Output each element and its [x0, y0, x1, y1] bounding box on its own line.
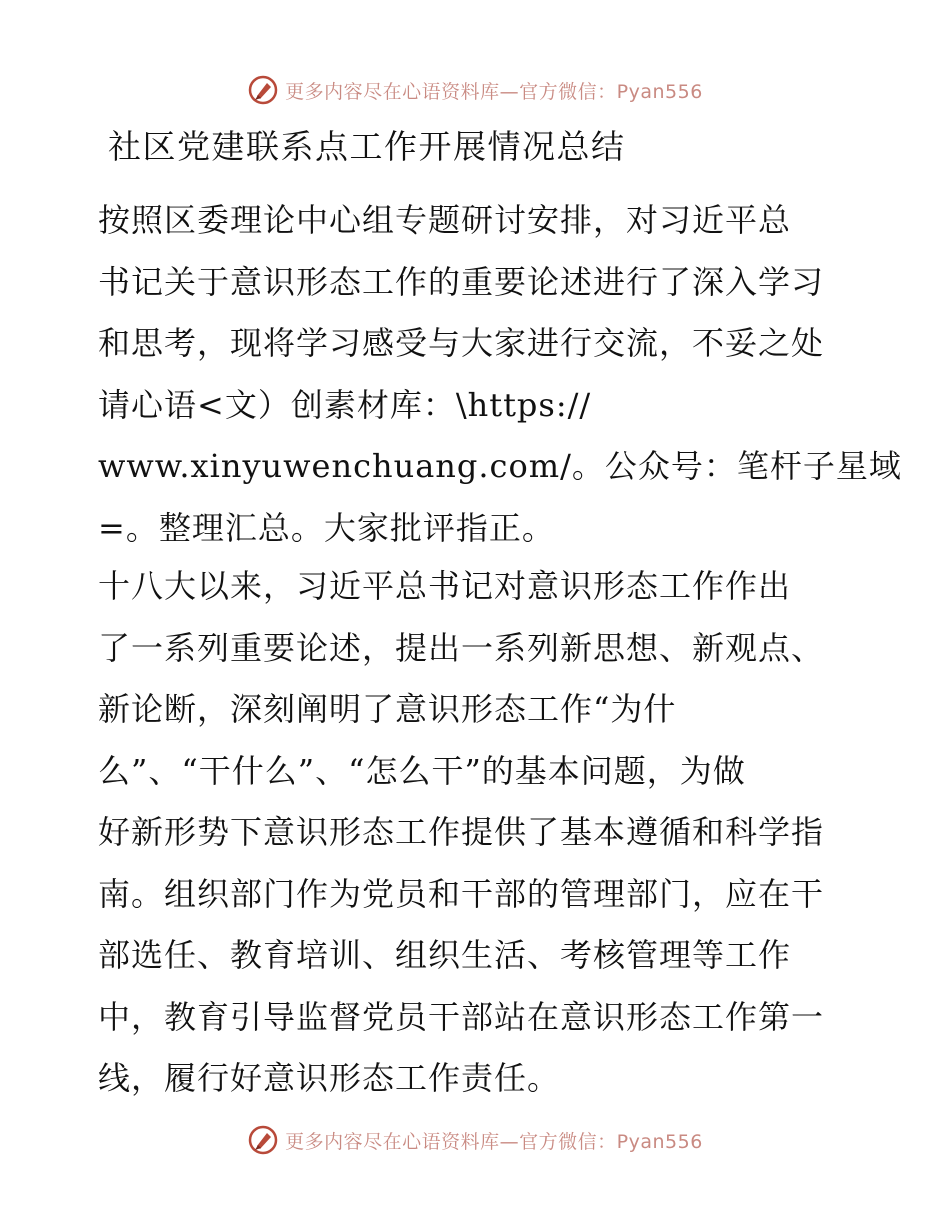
paragraph-line: 和思考，现将学习感受与大家进行交流，不妥之处 [98, 324, 825, 362]
document-title: 社区党建联系点工作开展情况总结 [108, 127, 626, 166]
paragraph-line: 线，履行好意识形态工作责任。 [98, 1059, 561, 1097]
pen-nib-circle-icon [247, 1124, 279, 1156]
paragraph-line: 南。组织部门作为党员和干部的管理部门，应在干 [98, 874, 825, 913]
header-watermark-banner [0, 70, 950, 110]
paragraph-line: =。整理汇总。大家批评指正。 [98, 508, 555, 547]
paragraph-line: 十八大以来，习近平总书记对意识形态工作作出 [98, 567, 792, 605]
banner-content [247, 1124, 703, 1156]
paragraph-line: 请心语<文）创素材库：\https:// [98, 385, 592, 424]
paragraph-line: 部选任、教育培训、组织生活、考核管理等工作 [98, 936, 792, 974]
paragraph-line: 中，教育引导监督党员干部站在意识形态工作第一 [98, 997, 825, 1036]
paragraph-line: 么”、“干什么”、“怎么干”的基本问题，为做 [98, 751, 746, 790]
paragraph-line: 了一系列重要论述，提出一系列新思想、新观点、 [98, 628, 825, 667]
footer-watermark-banner [0, 1120, 950, 1160]
paragraph-line: 新论断，深刻阐明了意识形态工作“为什 [98, 690, 677, 728]
paragraph-1 [98, 190, 902, 559]
paragraph-line: 按照区委理论中心组专题研讨安排，对习近平总 [98, 201, 792, 239]
paragraph-2 [98, 556, 858, 1110]
banner-content [247, 74, 703, 106]
paragraph-line: 书记关于意识形态工作的重要论述进行了深入学习 [98, 262, 825, 301]
banner-text: 更多内容尽在心语资料库—官方微信：Pyan556 [285, 1130, 703, 1153]
pen-nib-circle-icon [247, 74, 279, 106]
paragraph-line: www.xinyuwenchuang.com/。公众号：笔杆子星域 [98, 447, 902, 485]
paragraph-line: 好新形势下意识形态工作提供了基本遵循和科学指 [98, 813, 825, 851]
banner-text: 更多内容尽在心语资料库—官方微信：Pyan556 [285, 80, 703, 103]
